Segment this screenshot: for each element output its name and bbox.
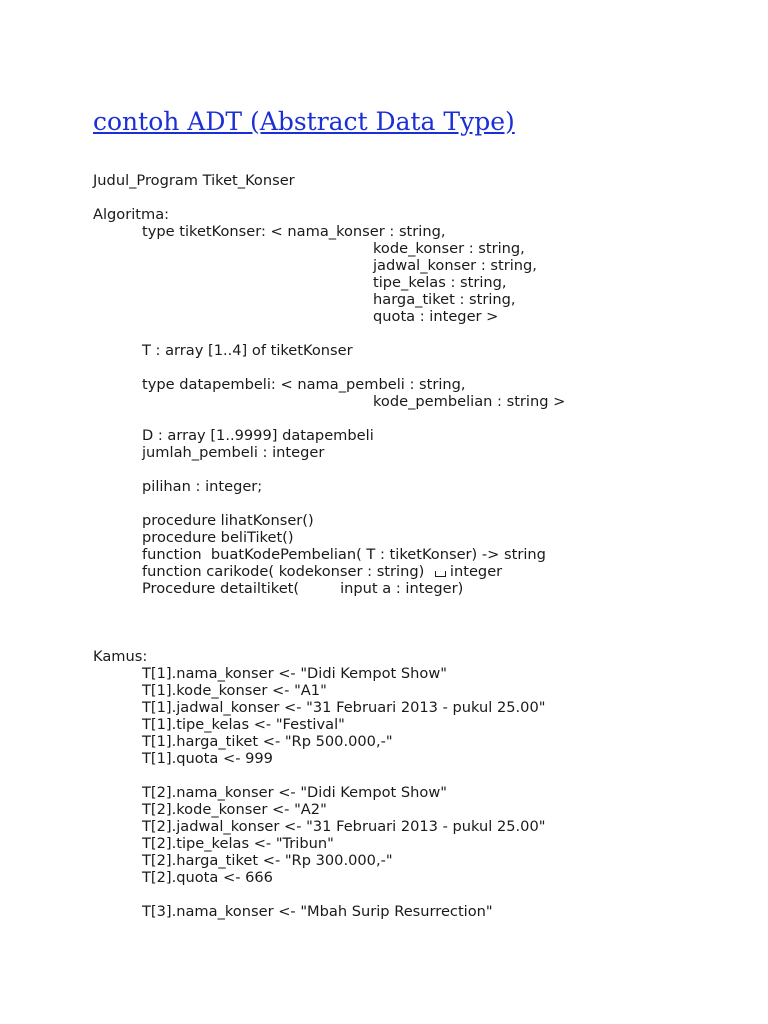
- code-line: type datapembeli: < nama_pembeli : string,: [142, 376, 466, 393]
- code-line: T[2].quota <- 666: [142, 869, 273, 886]
- code-line-text: Procedure detailtiket(: [142, 580, 300, 597]
- code-line: T[1].tipe_kelas <- "Festival": [142, 716, 345, 733]
- kamus-label: Kamus:: [93, 648, 148, 665]
- code-line: T[2].harga_tiket <- "Rp 300.000,-": [142, 852, 393, 869]
- code-line: jadwal_konser : string,: [373, 257, 537, 274]
- code-line: T[1].quota <- 999: [142, 750, 273, 767]
- missing-glyph-icon: [435, 571, 446, 577]
- code-line: kode_konser : string,: [373, 240, 525, 257]
- code-line: procedure beliTiket(): [142, 529, 294, 546]
- code-line: type tiketKonser: < nama_konser : string,: [142, 223, 446, 240]
- code-line: T[1].harga_tiket <- "Rp 500.000,-": [142, 733, 393, 750]
- document-title[interactable]: contoh ADT (Abstract Data Type): [93, 107, 515, 136]
- code-line: pilihan : integer;: [142, 478, 263, 495]
- code-line: T[2].kode_konser <- "A2": [142, 801, 327, 818]
- code-line: harga_tiket : string,: [373, 291, 516, 308]
- code-line: function buatKodePembelian( T : tiketKonser) -> string: [142, 546, 546, 563]
- program-header: Judul_Program Tiket_Konser: [93, 172, 295, 189]
- code-line: T[1].nama_konser <- "Didi Kempot Show": [142, 665, 447, 682]
- code-line: T[3].nama_konser <- "Mbah Surip Resurrection": [142, 903, 493, 920]
- code-line: D : array [1..9999] datapembeli: [142, 427, 374, 444]
- code-line: T[1].jadwal_konser <- "31 Februari 2013 - pukul 25.00": [142, 699, 546, 716]
- code-line: T[1].kode_konser <- "A1": [142, 682, 327, 699]
- code-line-text: integer: [449, 563, 503, 580]
- code-line: tipe_kelas : string,: [373, 274, 507, 291]
- code-line: T[2].tipe_kelas <- "Tribun": [142, 835, 334, 852]
- code-line: procedure lihatKonser(): [142, 512, 314, 529]
- code-line-text: input a : integer): [340, 580, 464, 597]
- code-line: kode_pembelian : string >: [373, 393, 566, 410]
- code-line-text: function carikode( kodekonser : string): [142, 563, 429, 580]
- algoritma-label: Algoritma:: [93, 206, 170, 223]
- code-line: T[2].jadwal_konser <- "31 Februari 2013 - pukul 25.00": [142, 818, 546, 835]
- code-line: [142, 580, 463, 597]
- code-line: T[2].nama_konser <- "Didi Kempot Show": [142, 784, 447, 801]
- code-line: jumlah_pembeli : integer: [142, 444, 325, 461]
- code-line: quota : integer >: [373, 308, 499, 325]
- code-line: T : array [1..4] of tiketKonser: [142, 342, 353, 359]
- code-line: [142, 563, 502, 580]
